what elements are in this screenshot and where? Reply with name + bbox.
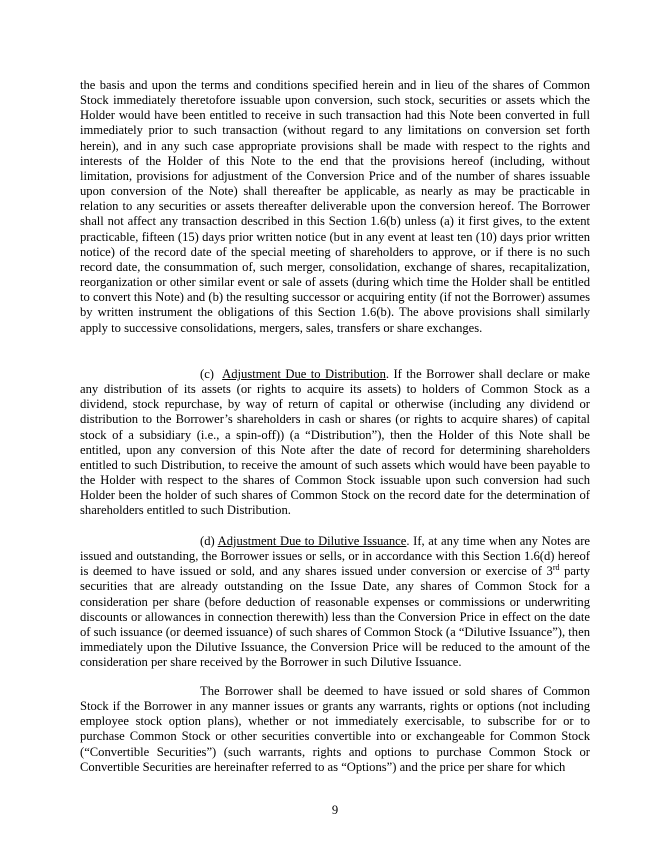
paragraph-text-continued: party securities that are already outstanding on the Issue Date, any shares of Common Stock for a consideration per share (before deduction of reasonable expenses or commissions or underwriting discounts or allowances in connection therewith) less than the Conversion Price in effect on the date of such issuance (or deemed issuance) of such shares of Common Stock (a “Dilutive Issuance”), then immediately upon the Dilutive Issuance, the Conversion Price will be reduced to the amount of the consideration per share received by the Borrower in such Dilutive Issuance.	[80, 564, 591, 670]
section-label: (c)	[200, 367, 214, 381]
section-heading: Adjustment Due to Dilutive Issuance	[217, 534, 407, 548]
paragraph-adjustment-distribution	[80, 367, 590, 519]
section-heading: Adjustment Due to Distribution	[222, 367, 386, 381]
paragraph-text: . If the Borrower shall declare or make any distribution of its assets (or rights to acquire its assets) to holders of Common Stock as a dividend, stock repurchase, by way of return of capital or otherwise (including any dividend or distribution to the Borrower’s shareholders in cash or shares (or rights to acquire shares) of capital stock of a subsidiary (i.e., a spin-off)) (a “Distribution”), then the Holder of this Note shall be entitled, upon any conversion of this Note after the date of record for determining shareholders entitled to such Distribution, to receive the amount of such assets which would have been payable to the Holder with respect to the shares of Common Stock issuable upon such conversion had such Holder been the holder of such shares of Common Stock on the record date for the determination of shareholders entitled to such Distribution.	[80, 367, 590, 518]
paragraph-deemed-issuance	[80, 684, 590, 775]
paragraph-continuation	[80, 78, 590, 336]
paragraph-text: . If, at any time when any Notes are issued and outstanding, the Borrower issues or sells, or in accordance with this Section 1.6(d) hereof is deemed to have issued or sold, and any shares issued under conversion or exercise of 3	[80, 534, 590, 579]
paragraph-adjustment-dilutive-issuance	[80, 534, 590, 670]
page-number: 9	[331, 803, 339, 817]
section-label: (d)	[200, 534, 215, 548]
superscript: rd	[552, 563, 560, 573]
paragraph-text: The Borrower shall be deemed to have issued or sold shares of Common Stock if the Borrower in any manner issues or grants any warrants, rights or options (not including employee stock option plans), whether or not immediately exercisable, to subscribe for or to purchase Common Stock or other securities convertible into or exchangeable for Common Stock (“Convertible Securities”) (such warrants, rights and options to purchase Common Stock or Convertible Securities are hereinafter referred to as “Options”) and the price per share for which	[80, 684, 590, 774]
paragraph-text: the basis and upon the terms and conditions specified herein and in lieu of the shares of Common Stock immediately theretofore issuable upon conversion, such stock, securities or assets which the Holder would have been entitled to receive in such transaction had this Note been converted in full immediately prior to such transaction (without regard to any limitations on conversion set forth herein), and in any such case appropriate provisions shall be made with respect to the rights and interests of the Holder of this Note to the end that the provisions hereof (including, without limitation, provisions for adjustment of the Conversion Price and of the number of shares issuable upon conversion of the Note) shall thereafter be applicable, as nearly as may be practicable in relation to any securities or assets thereafter deliverable upon the conversion hereof. The Borrower shall not affect any transaction described in this Section 1.6(b) unless (a) it first gives, to the extent practicable, fifteen (15) days prior written notice (but in any event at least ten (10) days prior written notice) of the record date of the special meeting of shareholders to approve, or if there is no such record date, the consummation of, such merger, consolidation, exchange of shares, recapitalization, reorganization or other similar event or sale of assets (during which time the Holder shall be entitled to convert this Note) and (b) the resulting successor or acquiring entity (if not the Borrower) assumes by written instrument the obligations of this Section 1.6(b). The above provisions shall similarly apply to successive consolidations, mergers, sales, transfers or share exchanges.	[80, 78, 590, 335]
